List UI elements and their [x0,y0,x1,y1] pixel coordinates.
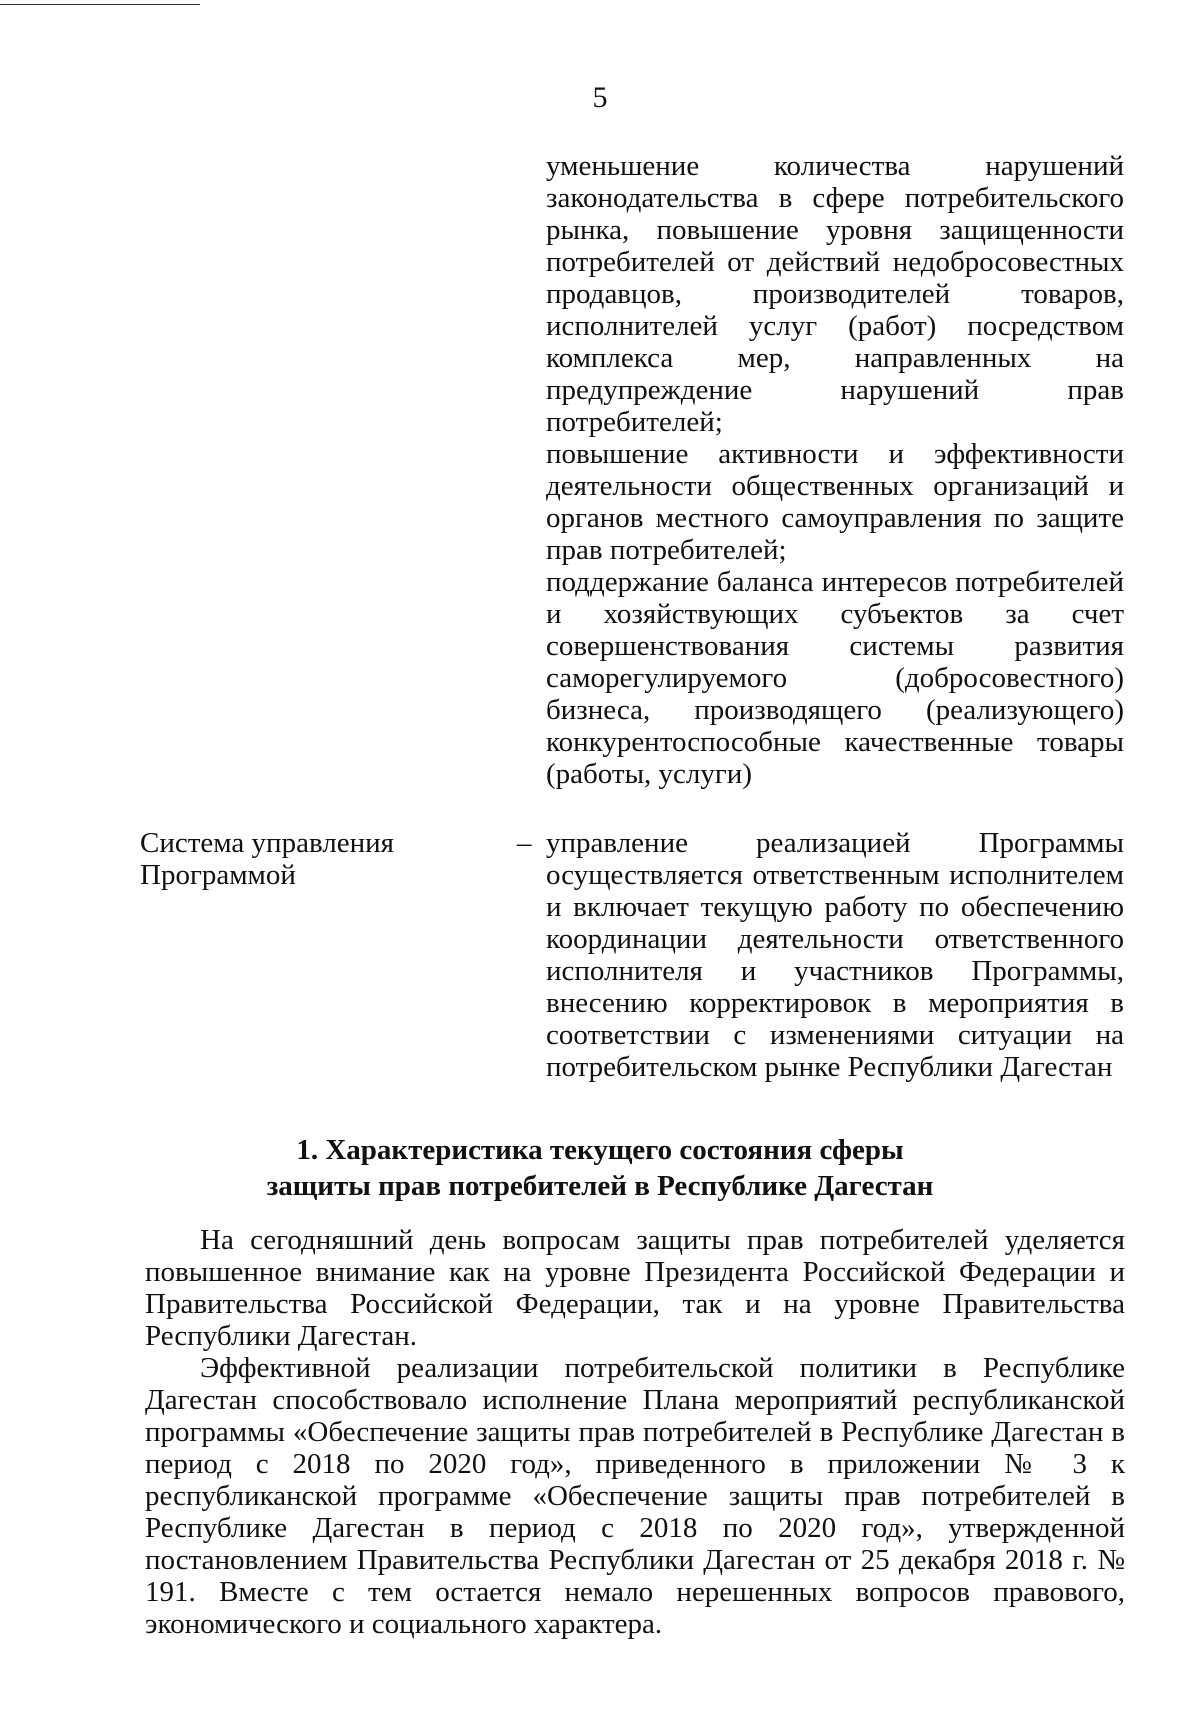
section-heading-line-1: 1. Характеристика текущего состояния сферы [296,1134,904,1166]
objective-item: поддержание баланса интересов потребителей и хозяйствующих субъектов за счет совершенствования системы развития саморегулируемого (добросовестного) бизнеса, производящего (реализующего) конкурентоспособные качественные товары (работы, услуги) [546,566,1124,790]
management-dash: – [517,827,532,859]
management-block [546,827,1124,1083]
objective-item: повышение активности и эффективности деятельности общественных организаций и органов местного самоуправления по защите прав потребителей; [546,438,1124,566]
body-paragraph: Эффективной реализации потребительской политики в Республике Дагестан способствовало исполнение Плана мероприятий республиканской программы «Обеспечение защиты прав потребителей в Республике Дагестан в период с 2018 по 2020 год», приведенного в приложении № 3 к республиканской программе «Обеспечение защиты прав потребителей в Республике Дагестан в период с 2018 по 2020 год», утвержденной постановлением Правительства Республики Дагестан от 25 декабря 2018 г. № 191. Вместе с тем остается немало нерешенных вопросов правового, экономического и социального характера. [145,1352,1125,1640]
top-rule [0,4,200,5]
objective-item: уменьшение количества нарушений законодательства в сфере потребительского рынка, повышение уровня защищенности потребителей от действий недобросовестных продавцов, производителей товаров, исполнителей услуг (работ) посредством комплекса мер, направленных на предупреждение нарушений прав потребителей; [546,150,1124,438]
management-text: управление реализацией Программы осуществляется ответственным исполнителем и включает текущую работу по обеспечению координации деятельности ответственного исполнителя и участников Программы, внесению корректировок в мероприятия в соответствии с изменениями ситуации на потребительском рынке Республики Дагестан [546,827,1124,1083]
page-number: 5 [592,81,608,114]
objectives-block [546,150,1124,790]
section-heading-line-2: защиты прав потребителей в Республике Дагестан [266,1170,934,1202]
body-paragraph: На сегодняшний день вопросам защиты прав потребителей уделяется повышенное внимание как на уровне Президента Российской Федерации и Правительства Российской Федерации, так и на уровне Правительства Республики Дагестан. [145,1224,1125,1352]
body-text [145,1224,1125,1640]
section-heading [0,1132,1200,1204]
management-label: Система управления Программой [140,827,394,891]
